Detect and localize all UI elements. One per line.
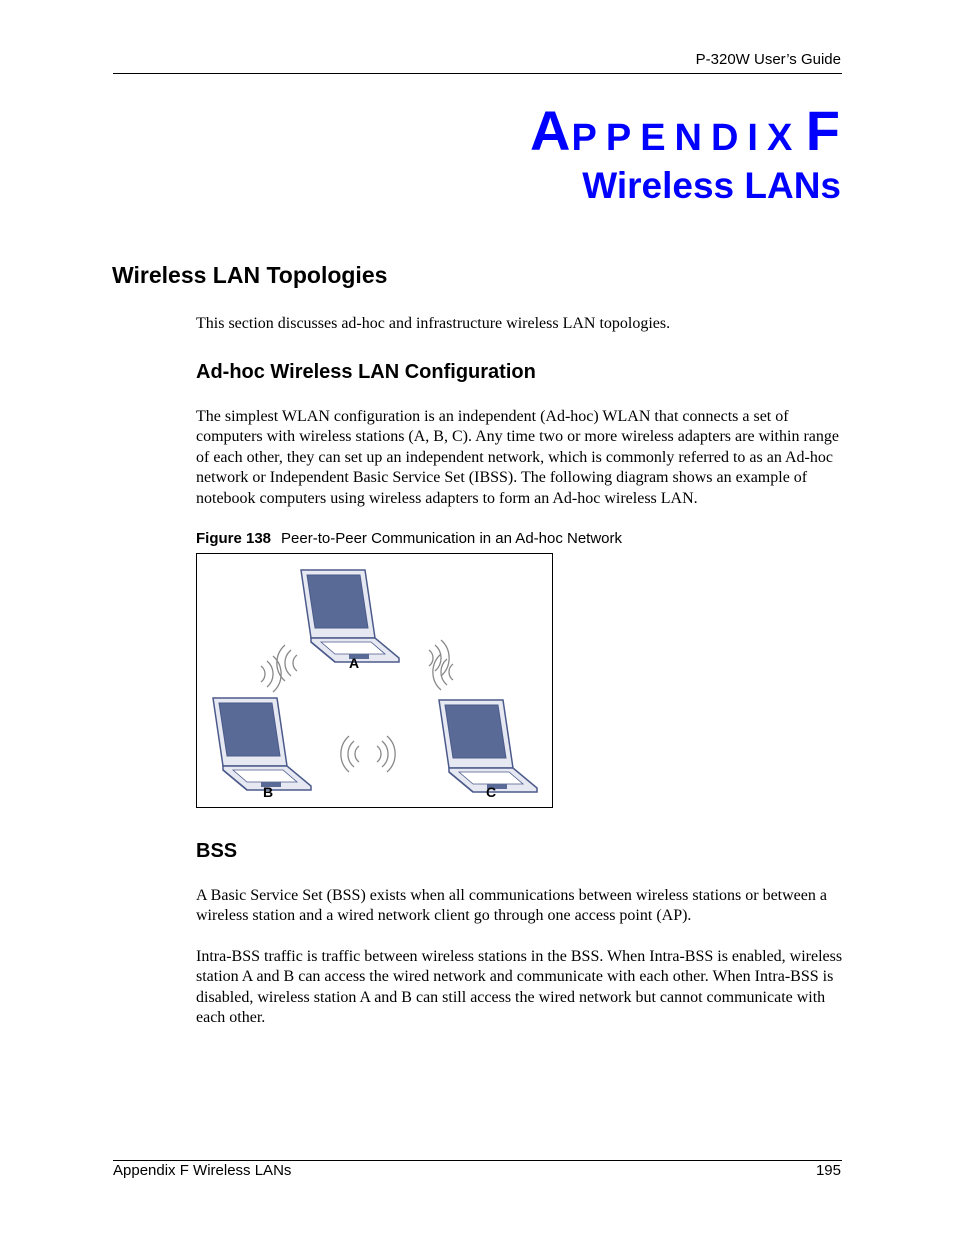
bss-paragraph-1: A Basic Service Set (BSS) exists when all communications between wireless stations or between a wireless station and a wired network client go through one access point (AP).: [196, 887, 827, 925]
bss-paragraph-2: Intra-BSS traffic is traffic between wireless stations in the BSS. When Intra-BSS is enabled, wireless station A and B can access the wired network and communicate with each other. When Intra-BSS is disabled, wireless station A and B can still access the wired network but cannot communicate with each other.: [196, 948, 843, 1027]
adhoc-heading: Ad-hoc Wireless LAN Configuration: [196, 361, 536, 383]
wireless-signal-icon-a-left: [277, 645, 297, 681]
footer-chapter-name: Appendix F Wireless LANs: [113, 1162, 292, 1179]
figure-number: Figure 138: [196, 530, 272, 547]
figure-caption: [196, 530, 622, 547]
adhoc-paragraph: The simplest WLAN configuration is an independent (Ad-hoc) WLAN that connects a set of computers with wireless stations (A, B, C). Any time two or more wireless adapters are within range of each other, they can set up an independent network, which is commonly referred to as an Ad-hoc network or Independent Basic Service Set (IBSS). The following diagram shows an example of notebook computers using wireless adapters to form an Ad-hoc wireless LAN.: [196, 408, 839, 507]
footer-rule: [113, 1160, 842, 1161]
node-label-a: A: [349, 655, 360, 671]
bss-heading: BSS: [196, 840, 238, 862]
adhoc-network-figure: [196, 553, 553, 808]
laptop-a-icon: [301, 570, 399, 662]
wireless-signal-icon-b-c-right: [377, 736, 395, 772]
laptop-c-icon: [439, 700, 537, 792]
section-intro: This section discusses ad-hoc and infrastructure wireless LAN topologies.: [196, 315, 671, 332]
chapter-label-rest: PPENDIX: [571, 117, 802, 159]
wireless-signal-icon-c-top: [433, 654, 453, 690]
chapter-title: Wireless LANs: [582, 165, 841, 206]
chapter-label-letter: F: [805, 99, 841, 162]
node-label-c: C: [486, 784, 497, 800]
header-rule: [113, 73, 842, 74]
adhoc-network-diagram: [197, 554, 552, 807]
wireless-signal-icon-b-c-left: [341, 736, 359, 772]
figure-caption-text: Peer-to-Peer Communication in an Ad-hoc Network: [281, 530, 623, 547]
node-label-b: B: [263, 784, 274, 800]
running-header: P-320W User’s Guide: [695, 51, 841, 68]
wireless-signal-icon-a-right: [429, 640, 449, 676]
chapter-label-first: A: [530, 99, 572, 162]
chapter-label: [530, 98, 841, 163]
footer-page-number: 195: [815, 1162, 841, 1179]
laptop-b-icon: [213, 698, 311, 790]
wireless-signal-icon-b: [261, 656, 281, 692]
section-heading: Wireless LAN Topologies: [112, 262, 388, 288]
